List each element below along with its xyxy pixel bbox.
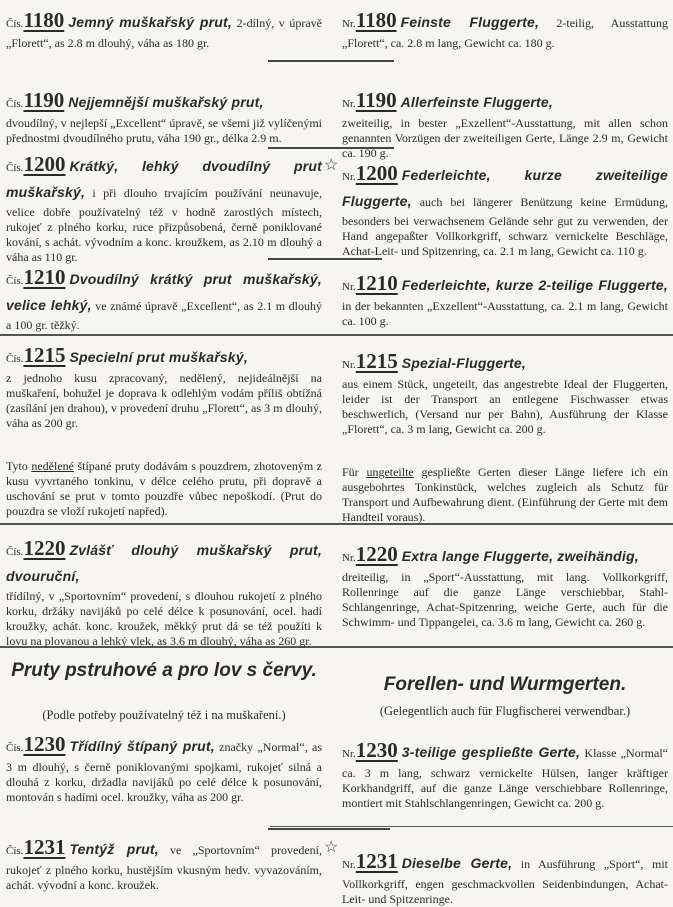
entry-title: Zvlášť dlouhý muškařský prut, dvouruční, (6, 542, 322, 584)
entry-number: 1190 (23, 88, 65, 112)
star-icon: ☆ (324, 839, 339, 856)
entry-number: 1220 (23, 536, 66, 560)
note-underlined-word: ungeteilte (366, 465, 414, 479)
catalog-entry-1180-czech (6, 0, 322, 88)
entry-prefix: Čís. (6, 275, 24, 287)
entry-number: 1210 (23, 265, 66, 289)
catalog-entry-1200-german (342, 161, 668, 271)
entry-text: i při dlouho trvajícím používání neunavuje, velice dobře používatelný též v hodně zarostlých místech, rukojeť z plného korku, ruce přizpůsobená, černě poniklované kování, s achát. vývodním a konc. kroužkem, as 2.10 m dlouhý a váha as 110 gr. (6, 186, 323, 264)
catalog-entry-1220-czech (6, 536, 322, 659)
entry-prefix: Nr. (342, 359, 356, 371)
catalog-entry-1210-czech (6, 265, 322, 343)
entry-prefix: Nr. (342, 552, 356, 564)
entry-number: 1180 (355, 8, 397, 32)
entry-prefix: Čís. (6, 845, 24, 857)
catalog-entry-1231-czech (6, 835, 322, 893)
entry-title: Nejjemnější muškařský prut, (68, 94, 264, 110)
entry-text: in Ausführung „Sport“, mit Vollkorkgriff, engen geschmackvollen Seidenbindungen, Achat-Leit- und Spitzenringe. (342, 857, 668, 906)
entry-title: Jemný muškařský prut, (68, 14, 233, 30)
section-subtitle: (Podle potřeby používatelný též i na muškaření.) (42, 708, 286, 722)
entry-text: auch bei längerer Benützung keine Ermüdung, besonders bei verwachsenem Gelände sehr gut zu verwenden, der Hand angepaßter Vollkorkgriff, schwarz vernickelte Beschläge, Achat-Leit- und Spitzenring, ca. 2.1 m lang, Gewicht ca. 110 g. (342, 195, 668, 258)
catalog-entry-1215-german (342, 349, 668, 465)
catalog-entry-1230-czech (6, 732, 322, 835)
entry-title: Federleichte, kurze zweiteilige Fluggerte, (342, 167, 668, 209)
star-icon: ☆ (324, 157, 339, 174)
entry-number: 1190 (355, 88, 397, 112)
entry-title: Spezial-Fluggerte, (401, 355, 526, 371)
entry-text: dreiteilig, in „Sport“-Ausstattung, mit lang. Vollkorkgriff, Rollenringe auf die ganze Länge verschiebbar, Stahl-Schlangenringe, Achat-Spitzenring, weiche Gerte, auch für die Schwimm- und Tippangelei, ca. 3.6 m lang, Gewicht ca. 260 g. (342, 570, 668, 629)
catalog-entry-1231-german (342, 849, 668, 907)
entry-text: ve známé úpravě „Excellent“, as 2.1 m dlouhý a 100 gr. těžký. (6, 299, 322, 332)
entry-number: 1215 (355, 349, 398, 373)
catalog-entry-1215-czech (6, 343, 322, 459)
entry-number: 1231 (23, 835, 66, 859)
catalog-entry-1210-german (342, 271, 668, 349)
entry-number: 1230 (355, 738, 398, 762)
section-subtitle: (Gelegentlich auch für Flugfischerei verwendbar.) (379, 704, 631, 718)
entry-prefix: Čís. (6, 546, 24, 558)
entry-prefix: Čís. (6, 162, 24, 174)
entry-text: aus einem Stück, ungeteilt, das angestrebte Ideal der Fluggerten, leider ist der Transport an entlegene Fischwasser etwas beschwerlich, (Versand nur per Bahn), Ausführung der Klasse „Florett“, ca. 3 m lang, Gewicht ca. 200 g. (342, 377, 668, 436)
entry-number: 1200 (23, 152, 66, 176)
entry-text: Klasse „Normal“ ca. 3 m lang, schwarz vernickelte Hülsen, langer kräftiger Korkhandgriff, auf die ganze Länge verschiebbare Rollenringe, montiert mit Stahlschlangenringen, Gewicht ca. 200 g. (342, 746, 668, 810)
entry-prefix: Čís. (6, 353, 24, 365)
section-header-czech (6, 659, 322, 732)
entry-title: Dvoudílný krátký prut muškařský, velice lehký, (6, 271, 322, 313)
note-czech (6, 459, 322, 536)
entry-text: ve „Sportovním“ provedení, rukojeť z plného korku, hustějším vkusným hedv. vyvazováním, achát. vývodní a konc. kroužek. (6, 843, 322, 892)
entry-prefix: Čís. (6, 18, 24, 30)
entry-prefix: Nr. (342, 98, 356, 110)
entry-title: 3-teilige gespließte Gerte, (401, 744, 581, 760)
entry-title: Tentýž prut, (69, 841, 159, 857)
entry-prefix: Nr. (342, 281, 356, 293)
catalog-entry-1230-german (342, 738, 668, 849)
entry-title: Specielní prut muškařský, (69, 349, 248, 365)
entry-number: 1215 (23, 343, 66, 367)
entry-prefix: Nr. (342, 18, 356, 30)
catalog-entry-1190-czech (6, 88, 322, 152)
section-title: Pruty pstruhové a pro lov s červy. (11, 660, 317, 681)
entry-prefix: Nr. (342, 859, 356, 871)
entry-text: třídílný, v „Sportovním“ provedení, s dlouhou rukojetí z plného korku, držáky navijáků po celé délce k posunování, ocel. hadí kroužky, achát. konc. kroužek, měkký prut dá se též použíti k lovu na plovanou a lehký vlek, as 3.6 m dlouhý, váha as 260 gr. (6, 589, 322, 648)
entry-number: 1200 (355, 161, 398, 185)
catalog-entry-1220-german (342, 542, 668, 673)
entry-title: Extra lange Fluggerte, zweihändig, (401, 548, 639, 564)
entry-text: 2-teilig, Ausstattung „Florett“, ca. 2.8 m lang, Gewicht ca. 180 g. (342, 16, 668, 50)
entry-title: Feinste Fluggerte, (400, 14, 540, 30)
note-text: gespließte Gerten dieser Länge liefere ich ein ausgebohrtes Tonkinstück, welches zugleich als Schutz für Transport und Aufbewahrung dient. (Einführung der Gerte mit dem Handteil voraus). (342, 465, 668, 524)
entry-prefix: Nr. (342, 171, 356, 183)
entry-number: 1230 (23, 732, 66, 756)
entry-title: Federleichte, kurze 2-teilige Fluggerte, (401, 277, 668, 293)
entry-title: Krátký, lehký dvoudílný prut muškařský, (6, 158, 322, 200)
entry-number: 1231 (355, 849, 398, 873)
entry-number: 1220 (355, 542, 398, 566)
entry-title: Dieselbe Gerte, (401, 855, 513, 871)
note-german (342, 465, 668, 542)
entry-text: in der bekannten „Exzellent“-Ausstattung, ca. 2.1 m lang, Gewicht ca. 100 g. (342, 299, 668, 328)
note-text: Für (342, 465, 367, 479)
czech-column (6, 0, 322, 893)
entry-prefix: Čís. (6, 742, 24, 754)
section-header-german (342, 673, 668, 738)
entry-prefix: Nr. (342, 748, 356, 760)
entry-title: Allerfeinste Fluggerte, (400, 94, 554, 110)
catalog-entry-1190-german (342, 88, 668, 161)
note-text: Tyto (6, 459, 32, 473)
catalog-entry-1180-german (342, 0, 668, 88)
entry-prefix: Čís. (6, 98, 24, 110)
entry-number: 1210 (355, 271, 398, 295)
entry-title: Třídílný štípaný prut, (69, 738, 215, 754)
german-column (342, 0, 668, 907)
entry-text: značky „Normal“, as 3 m dlouhý, s černě poniklovanými spojkami, rukojeť silná a dlouhá z korku, držadla navijáků po celé délce k posunování, montován s hadími ocel. kroužky, váha as 200 gr. (6, 740, 322, 804)
entry-text: z jednoho kusu zpracovaný, nedělený, nejideálnější na muškaření, bohužel je doprava k odlehlým vodám příliš obtížná (zasílání jen drahou), v provedení druhu „Florett“, as 3 m dlouhý, váha as 200 gr. (6, 371, 322, 430)
note-text: štípané pruty dodávám s pouzdrem, zhotoveným z kusu vyvrtaného tonkinu, v délce celého prutu, při dopravě a uschování se prut v tomto pouzdře vůbec nepoškodí. (Prut do pouzdra se vloží rukojetí napřed). (6, 459, 323, 518)
section-title: Forellen- und Wurmgerten. (383, 674, 627, 695)
note-underlined-word: nedělené (31, 459, 74, 473)
entry-text: 2-dílný, v úpravě „Florett“, as 2.8 m dlouhý, váha as 180 gr. (6, 16, 323, 50)
entry-text: dvoudílný, v nejlepší „Excellent“ úpravě, se všemi již vylíčenými přednostmi dvoudílného prutu, váha 190 gr., délka 2.9 m. (6, 116, 322, 145)
catalog-entry-1200-czech (6, 152, 322, 265)
entry-text: zweiteilig, in bester „Exzellent“-Ausstattung, mit allen schon genannten Vorzügen der zweiteiligen Gerte, Länge 2.9 m, Gewicht ca. 190 g. (342, 116, 668, 160)
entry-number: 1180 (23, 8, 65, 32)
